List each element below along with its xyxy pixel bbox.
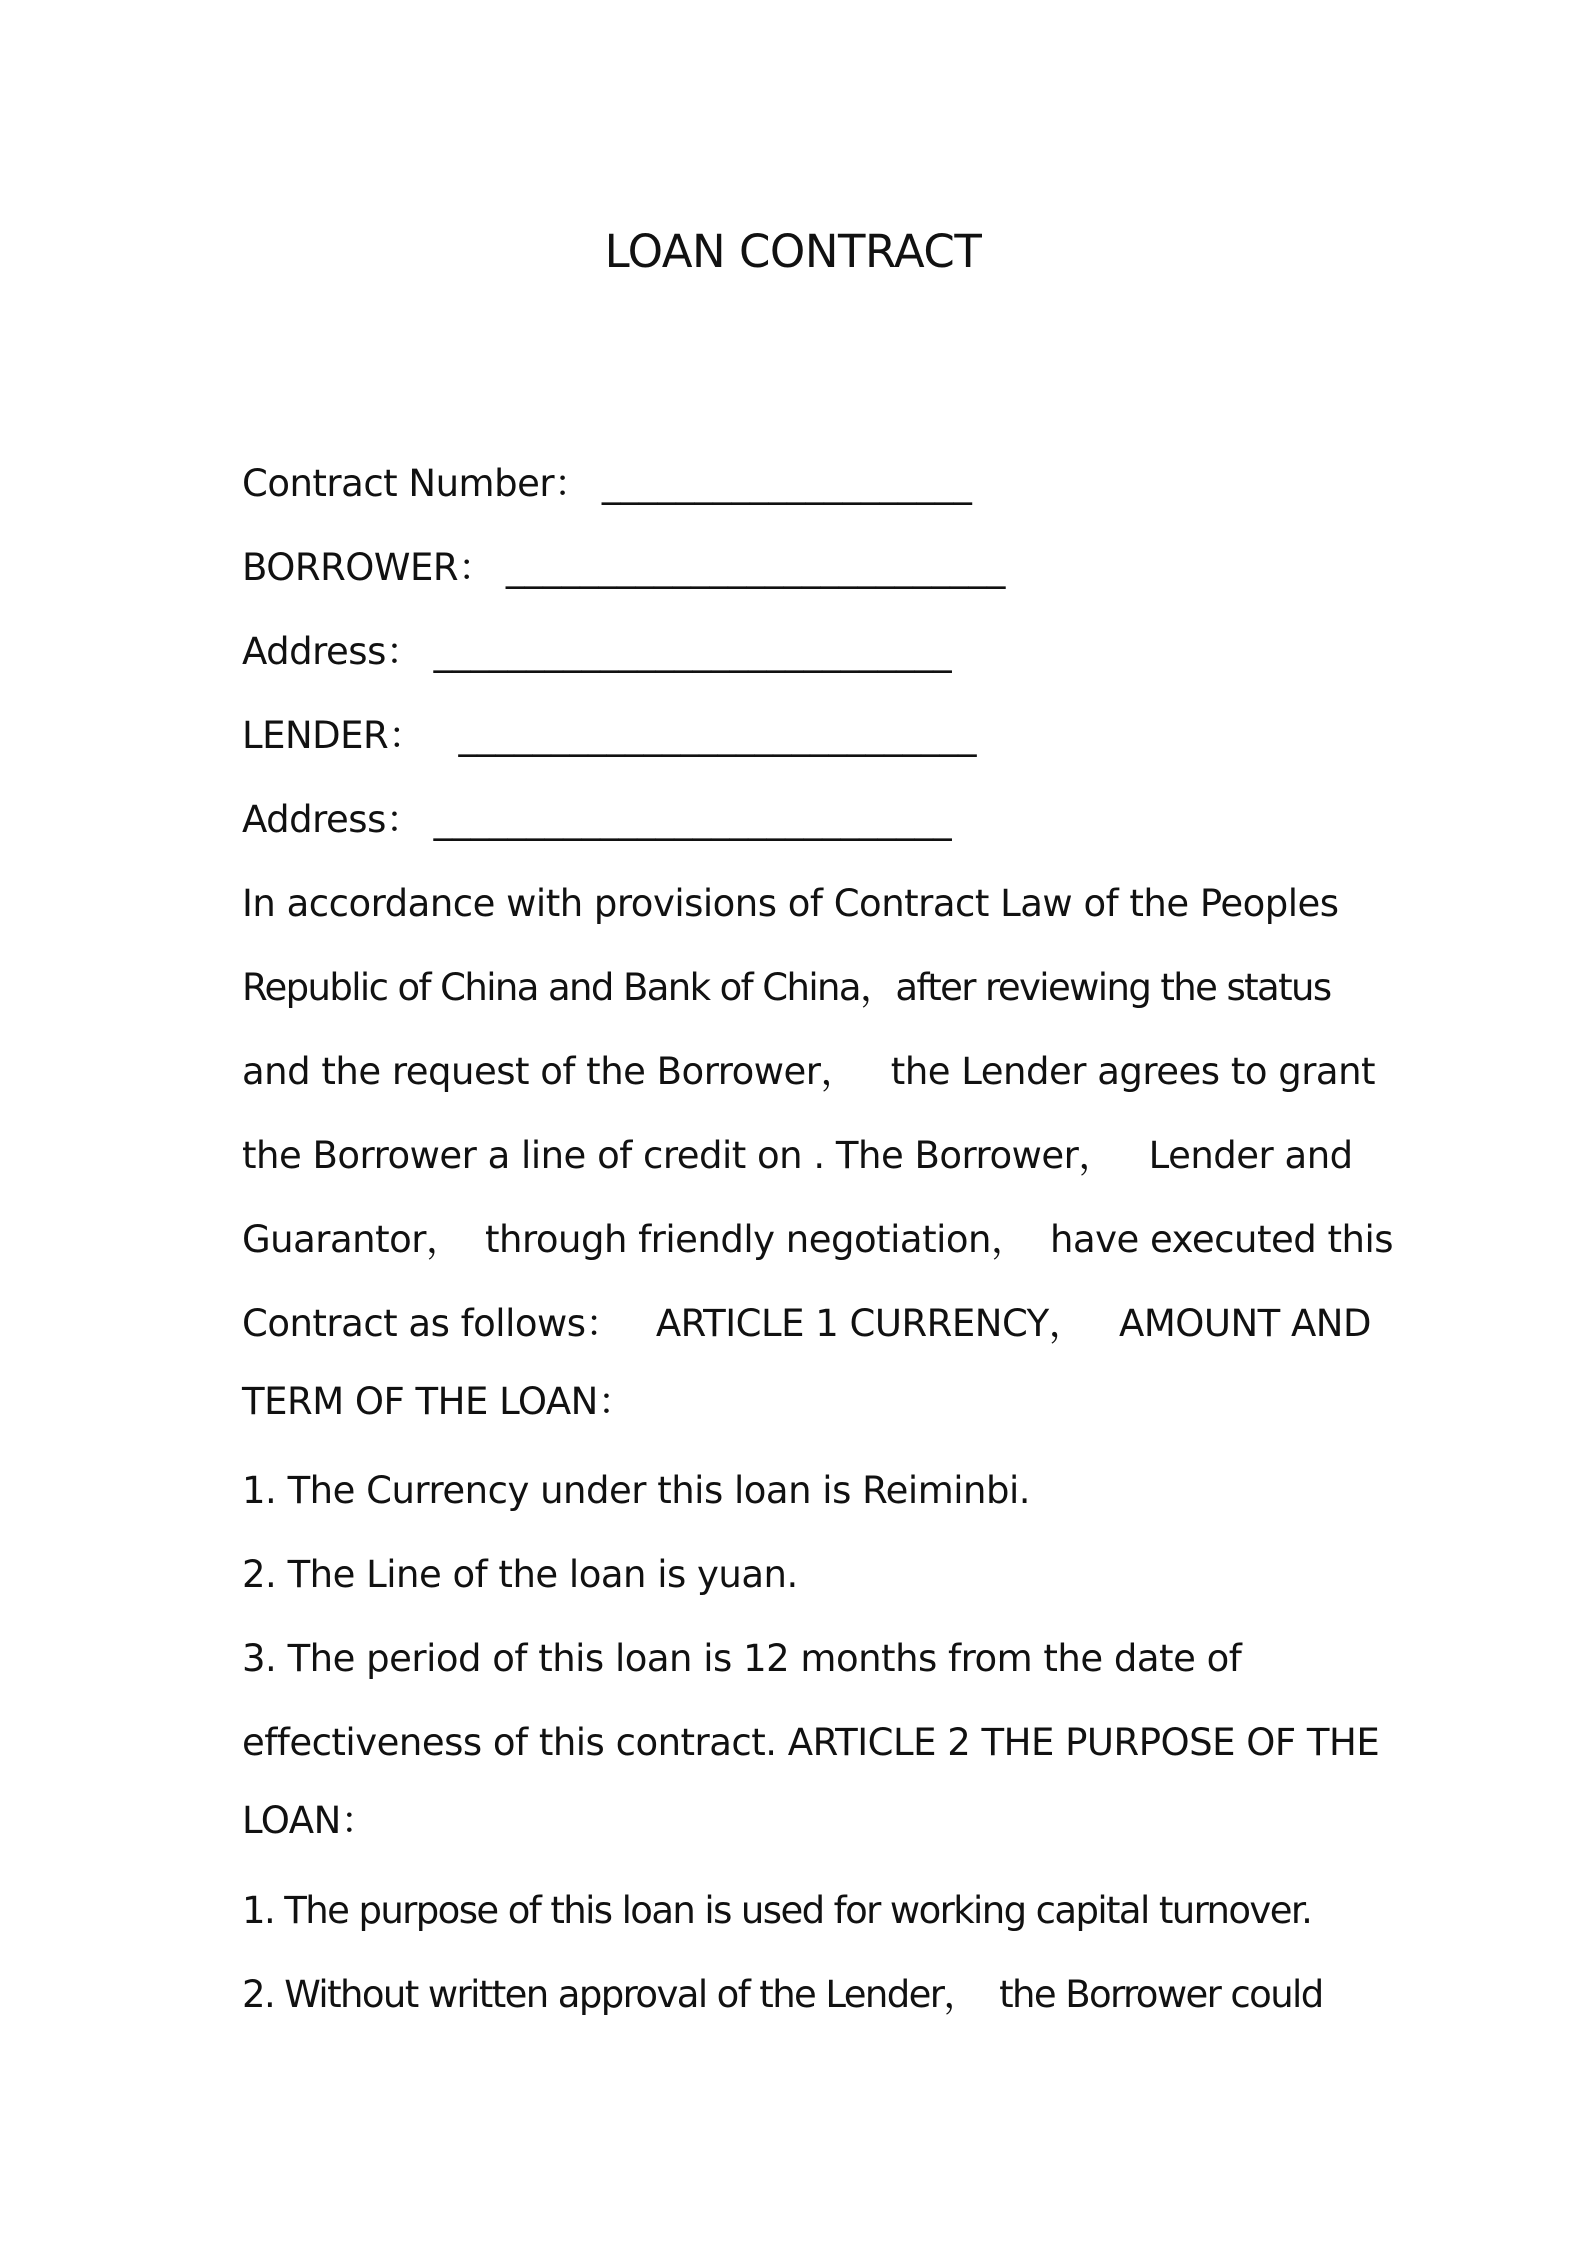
contract-number-field bbox=[242, 459, 972, 509]
body-line: Guarantor， through friendly negotiation， have executed this bbox=[242, 1218, 1394, 1261]
borrower-field bbox=[242, 543, 1005, 593]
body-line: effectiveness of this contract. ARTICLE 2 THE PURPOSE OF THE bbox=[242, 1721, 1380, 1764]
body-line: LOAN： bbox=[242, 1799, 378, 1842]
borrower-blank: ___________________________ bbox=[505, 546, 1006, 589]
list-item: 1. The purpose of this loan is used for working capital turnover. bbox=[242, 1889, 1312, 1932]
field-label: Address： bbox=[242, 630, 423, 673]
body-line: TERM OF THE LOAN： bbox=[242, 1380, 635, 1423]
body-line: Republic of China and Bank of China，after reviewing the status bbox=[242, 966, 1331, 1009]
lender-address-field bbox=[242, 795, 952, 845]
field-label: LENDER： bbox=[242, 714, 425, 757]
list-item: 2. The Line of the loan is yuan. bbox=[242, 1553, 798, 1596]
lender-address-blank: ____________________________ bbox=[433, 798, 952, 841]
body-line: the Borrower a line of credit on . The Borrower， Lender and bbox=[242, 1134, 1353, 1177]
body-line: Contract as follows： ARTICLE 1 CURRENCY， AMOUNT AND bbox=[242, 1302, 1371, 1345]
document-title: LOAN CONTRACT bbox=[604, 225, 982, 278]
list-item: 3. The period of this loan is 12 months from the date of bbox=[242, 1637, 1242, 1680]
borrower-address-blank: ____________________________ bbox=[433, 630, 952, 673]
contract-number-blank: ____________________ bbox=[601, 462, 972, 505]
field-label: Address： bbox=[242, 798, 423, 841]
list-item: 1. The Currency under this loan is Reiminbi. bbox=[242, 1469, 1031, 1512]
borrower-address-field bbox=[242, 627, 952, 677]
body-line: and the request of the Borrower， the Lender agrees to grant bbox=[242, 1050, 1376, 1093]
list-item: 2. Without written approval of the Lender， the Borrower could bbox=[242, 1973, 1323, 2016]
field-label: Contract Number： bbox=[242, 462, 591, 505]
lender-blank: ____________________________ bbox=[458, 714, 977, 757]
lender-field bbox=[242, 711, 977, 761]
body-line: In accordance with provisions of Contract Law of the Peoples bbox=[242, 882, 1339, 925]
field-label: BORROWER： bbox=[242, 546, 495, 589]
